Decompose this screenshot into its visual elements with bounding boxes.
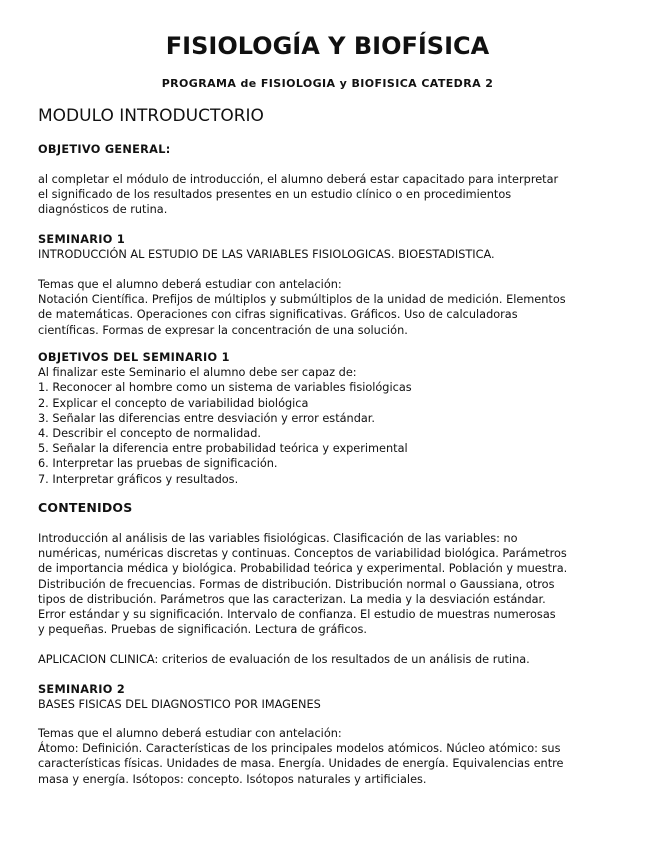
seminario-1-title: INTRODUCCIÓN AL ESTUDIO DE LAS VARIABLES FISIOLOGICAS. BIOESTADISTICA. [38,248,495,262]
seminario-2-title: BASES FISICAS DEL DIAGNOSTICO POR IMAGENES [38,698,321,712]
objetivos-seminario-1 [38,350,623,487]
contenidos-heading: CONTENIDOS [38,500,133,515]
seminario-1-block [38,232,623,262]
list-item: 6. Interpretar las pruebas de significación. [38,457,278,471]
objetivos-intro: Al finalizar este Seminario el alumno debe ser capaz de: [38,366,357,380]
document-subtitle: PROGRAMA de FISIOLOGIA y BIOFISICA CATEDRA 2 [161,77,494,90]
objetivo-general-text: al completar el módulo de introducción, el alumno deberá estar capacitado para interpretar el significado de los resultados presentes en un estudio clínico o en procedimientos diagnósticos de rutina. [38,173,559,217]
aplicacion-clinica: APLICACION CLINICA: criterios de evaluación de los resultados de un análisis de rutina. [38,653,530,666]
objetivos-heading: OBJETIVOS DEL SEMINARIO 1 [38,351,230,364]
list-item: 1. Reconocer al hombre como un sistema de variables fisiológicas [38,381,412,395]
seminario-1-temas: Temas que el alumno deberá estudiar con antelación: Notación Científica. Prefijos de múltiplos y submúltiplos de la unidad de medición. Elementos de matemáticas. Operaciones con cifras significativas. Gráficos. Uso de calculadoras científicas. Formas de expresar la concentración de una solución. [38,278,566,337]
list-item: 5. Señalar la diferencia entre probabilidad teórica y experimental [38,442,408,456]
list-item: 3. Señalar las diferencias entre desviación y error estándar. [38,411,375,425]
contenidos-text: Introducción al análisis de las variables fisiológicas. Clasificación de las variables: no numéricas, numéricas discretas y continuas. Conceptos de variabilidad biológica. Parámetros de importancia médica y biológica. Probabilidad teórica y experimental. Población y muestra. Distribución de frecuencias. Formas de distribución. Distribución normal o Gaussiana, otros tipos de distribución. Parámetros que las caracterizan. La media y la desviación estándar. Error estándar y su significación. Intervalo de confianza. El estudio de muestras numerosas y pequeñas. Pruebas de significación. Lectura de gráficos. [38,532,568,637]
document-title: FISIOLOGÍA Y BIOFÍSICA [165,32,490,60]
objetivos-list [38,380,623,486]
list-item: 7. Interpretar gráficos y resultados. [38,472,239,486]
list-item: 2. Explicar el concepto de variabilidad biológica [38,396,309,410]
seminario-2-block [38,682,623,712]
module-heading: MODULO INTRODUCTORIO [38,106,264,126]
list-item: 4. Describir el concepto de normalidad. [38,427,261,441]
seminario-1-heading: SEMINARIO 1 [38,233,126,246]
objetivo-general-heading: OBJETIVO GENERAL: [38,143,171,156]
seminario-2-heading: SEMINARIO 2 [38,683,126,696]
seminario-2-temas: Temas que el alumno deberá estudiar con antelación: Átomo: Definición. Características de los principales modelos atómicos. Núcleo atómico: sus características físicas. Unidades de masa. Energía. Unidades de energía. Equivalencias entre masa y energía. Isótopos: concepto. Isótopos naturales y artificiales. [38,727,564,786]
